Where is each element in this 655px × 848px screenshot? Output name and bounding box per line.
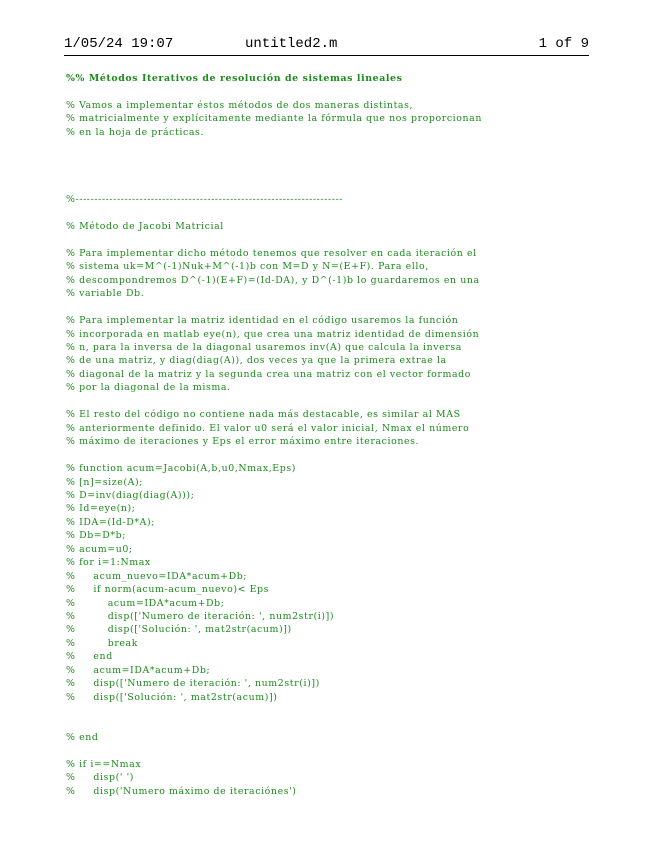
code-line: % n, para la inversa de la diagonal usaremos inv(A) que calcula la inversa bbox=[66, 342, 462, 353]
code-line: % function acum=Jacobi(A,b,u0,Nmax,Eps) bbox=[66, 463, 297, 475]
code-line: % máximo de iteraciones y Eps el error máximo entre iteraciones. bbox=[66, 436, 420, 448]
code-line: %% Métodos Iterativos de resolución de sistemas lineales bbox=[66, 73, 403, 84]
code-line: % for i=1:Nmax bbox=[66, 557, 151, 569]
header-datetime: 1/05/24 19:07 bbox=[64, 36, 174, 52]
code-line: % if norm(acum-acum_nuevo)< Eps bbox=[66, 584, 270, 596]
header-filename: untitled2.m bbox=[245, 36, 338, 52]
code-line: % disp(['Numero de iteración: ', num2str(i)]) bbox=[66, 678, 320, 690]
code-line: % [n]=size(A); bbox=[66, 476, 144, 488]
code-line: % descompondremos D^(-1)(E+F)=(Id-DA), y D^(-1)b lo guardaremos en una bbox=[66, 274, 480, 286]
code-line: % acum=IDA*acum+Db; bbox=[66, 664, 211, 676]
code-line: % disp(['Solución: ', mat2str(acum)]) bbox=[66, 624, 292, 636]
code-line: % IDA=(Id-D*A); bbox=[66, 516, 156, 528]
code-line: % Método de Jacobi Matricial bbox=[66, 220, 224, 232]
code-line: % anteriormente definido. El valor u0 será el valor inicial, Nmax el número bbox=[66, 422, 470, 434]
code-line: % en la hoja de prácticas. bbox=[66, 126, 205, 138]
code-line: % sistema uk=M^(-1)Nuk+M^(-1)b con M=D y N=(E+F). Para ello, bbox=[66, 261, 429, 273]
code-line: % Para implementar dicho método tenemos que resolver en cada iteración el bbox=[66, 247, 477, 259]
print-header bbox=[64, 36, 589, 54]
code-line: % Vamos a implementar éstos métodos de dos maneras distintas, bbox=[66, 99, 414, 111]
code-line: % Para implementar la matriz identidad en el código usaremos la función bbox=[66, 315, 459, 327]
code-line: % break bbox=[66, 637, 139, 649]
code-line: % incorporada en matlab eye(n), que crea una matriz identidad de dimensión bbox=[66, 328, 480, 340]
code-line: % if i==Nmax bbox=[66, 758, 142, 770]
code-line: % disp(['Solución: ', mat2str(acum)]) bbox=[66, 691, 278, 703]
code-line: % El resto del código no contiene nada más destacable, es similar al MAS bbox=[66, 409, 461, 421]
code-line: % acum=IDA*acum+Db; bbox=[66, 597, 225, 609]
code-line: % diagonal de la matriz y la segunda crea una matriz con el vector formado bbox=[66, 368, 471, 380]
header-divider bbox=[64, 55, 589, 56]
code-line: % acum=u0; bbox=[66, 543, 133, 555]
code-line: % acum_nuevo=IDA*acum+Db; bbox=[66, 570, 248, 582]
code-line: % matricialmente y explícitamente mediante la fórmula que nos proporcionan bbox=[66, 113, 482, 125]
code-line: % Db=D*b; bbox=[66, 530, 127, 542]
code-line: % por la diagonal de la misma. bbox=[66, 382, 231, 394]
code-line: % disp(' ') bbox=[66, 772, 135, 784]
code-line: %----------------------------------------------------------------------- bbox=[66, 194, 344, 206]
code-line: % D=inv(diag(diag(A))); bbox=[66, 489, 195, 501]
code-line: % Id=eye(n); bbox=[66, 503, 136, 515]
code-line: % de una matriz, y diag(diag(A)), dos veces ya que la primera extrae la bbox=[66, 355, 447, 367]
code-line: % disp('Numero máximo de iteraciónes') bbox=[66, 785, 297, 797]
code-line: % variable Db. bbox=[66, 288, 145, 300]
header-page-indicator: 1 of 9 bbox=[538, 36, 589, 52]
code-line: % end bbox=[66, 651, 113, 663]
code-line: % disp(['Numero de iteración: ', num2str(i)]) bbox=[66, 611, 335, 622]
code-line: % end bbox=[66, 732, 99, 744]
